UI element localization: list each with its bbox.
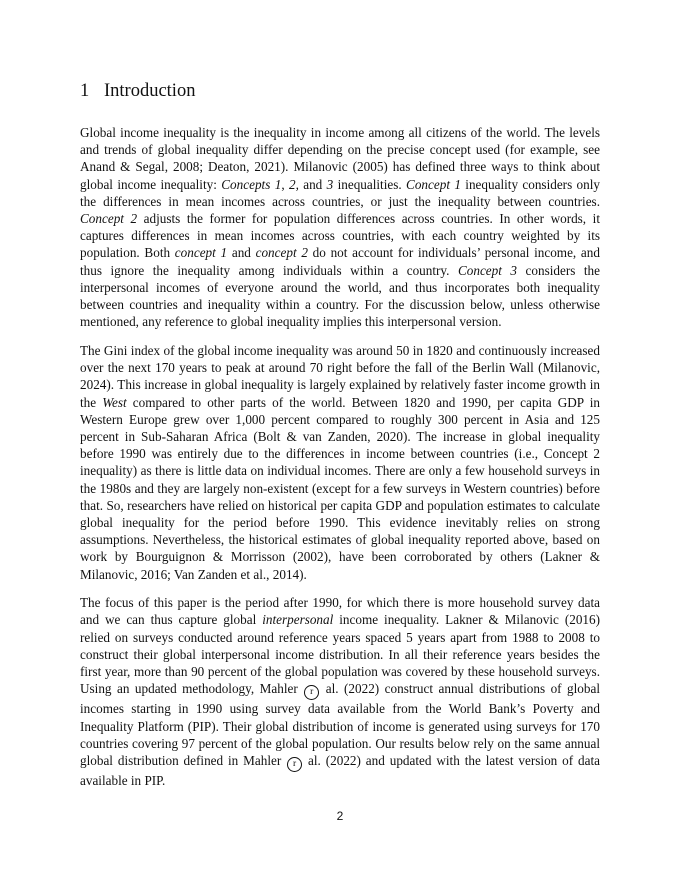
italic-run: interpersonal bbox=[262, 612, 334, 628]
paragraph-1 bbox=[80, 124, 600, 330]
italic-run: concept 2 bbox=[255, 245, 308, 261]
text-run: and bbox=[298, 176, 327, 192]
italic-run: Concepts 1 bbox=[221, 176, 282, 192]
text-run: inequalities. bbox=[333, 176, 407, 192]
body-text bbox=[80, 124, 600, 801]
text-run: The Gini index of the global income inequality was around 50 in 1820 and continuously increased over the next 170 years to peak at around 70 right before the fall of the Berlin Wall (Milanovic, 2024). This increase in global inequality is largely explained by relatively faster income growth in the bbox=[80, 342, 600, 410]
section-number: 1 bbox=[80, 81, 90, 101]
page-number: 2 bbox=[336, 809, 344, 823]
italic-run: 2, bbox=[288, 176, 299, 192]
text-run: The focus of this paper is the period after 1990, for which there is more household survey data and we can thus capture global bbox=[80, 595, 600, 628]
text-run: inequality considers only the differences in mean incomes across countries, or just the inequality between countries. bbox=[80, 176, 601, 209]
italic-run: Concept 2 bbox=[80, 211, 138, 227]
text-run: income inequality. Lakner & Milanovic (2016) relied on surveys conducted around reference years spaced 5 years apart from 1988 to 2008 to construct their global interpersonal income distribution. In all their reference years besides the first year, more than 90 percent of the global population was covered by these household surveys. Using an updated methodology, Mahler bbox=[80, 612, 600, 697]
text-run: and bbox=[227, 245, 256, 261]
text-run: al. (2022) and updated with the latest version of data available in PIP. bbox=[80, 752, 600, 788]
italic-run: Concept 3 bbox=[457, 262, 518, 278]
italic-run: concept 1 bbox=[174, 245, 228, 261]
text-run: considers the interpersonal incomes of everyone around the world, and thus incorporates both inequality between countries and inequality within a country. For the discussion below, unless otherwise mentioned, any reference to global inequality implies this interpersonal version. bbox=[80, 262, 600, 330]
paragraph-2 bbox=[80, 342, 600, 583]
italic-run: Concept 1 bbox=[406, 176, 461, 192]
italic-run: 3 bbox=[326, 176, 334, 192]
text-run: adjusts the former for population differences across countries. In other words, it captures differences in mean incomes across countries, with each country weighted by its population. Both bbox=[80, 211, 600, 261]
text-run: al. (2022) construct annual distributions of global incomes starting in 1990 using survey data available from the World Bank’s Poverty and Inequality Platform (PIP). Their global distribution of income is generated using surveys for 170 countries covering 97 percent of the global population. Our results below rely on the same annual global distribution defined in Mahler bbox=[80, 681, 600, 768]
paragraph-3 bbox=[80, 594, 600, 789]
text-run: Global income inequality is the inequality in income among all citizens of the world. The levels and trends of global inequality differ depending on the precise concept used (for example, see Anand & Segal, 2008; Deaton, 2021). Milanovic (2005) has defined three ways to think about global income inequality: bbox=[80, 125, 600, 192]
text-run: , bbox=[281, 176, 289, 192]
italic-run: West bbox=[102, 394, 127, 410]
section-heading bbox=[80, 79, 195, 103]
section-title: Introduction bbox=[104, 81, 196, 101]
text-run: do not account for individuals’ personal income, and thus ignore the inequality among individuals within a country. bbox=[80, 245, 600, 278]
circled-r-mark: r bbox=[304, 685, 319, 700]
circled-r-mark: r bbox=[287, 757, 302, 772]
text-run: compared to other parts of the world. Between 1820 and 1990, per capita GDP in Western Europe grew over 1,000 percent compared to roughly 300 percent in Asia and 125 percent in Sub-Saharan Africa (Bolt & van Zanden, 2020). The increase in global inequality before 1990 was entirely due to the differences in income between countries (i.e., Concept 2 inequality) as there is little data on individual incomes. There are only a few household surveys in the 1980s and they are largely non-existent (except for a few surveys in Western countries) before that. So, researchers have relied on historical per capita GDP and population estimates to calculate global inequality for the period before 1990. This evidence inevitably relies on strong assumptions. Nevertheless, the historical estimates of global inequality reported above, based on work by Bourguignon & Morrisson (2002), have been corroborated by others (Lakner & Milanovic, 2016; Van Zanden et al., 2014). bbox=[80, 394, 600, 582]
